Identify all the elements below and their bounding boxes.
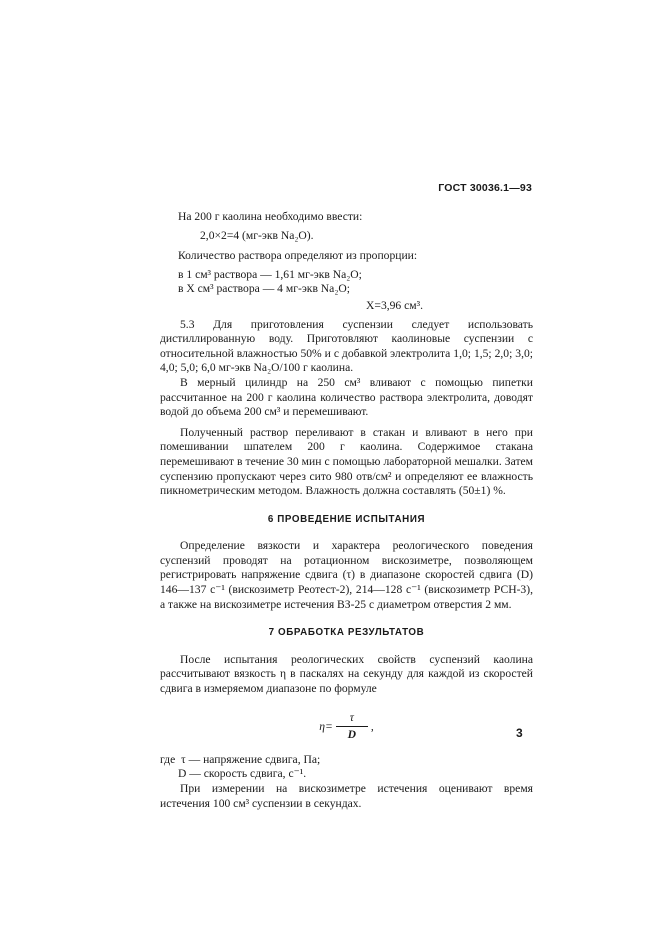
equation-2: X=3,96 см³. [366,298,423,312]
paragraph-cylinder: В мерный цилиндр на 250 см³ вливают с помощью пипетки рассчитанное на 200 г каолина количество раствора электролита, доводят водой до объема 200 см³ и перемешивают. [160,375,533,419]
formula-tail: , [370,719,374,733]
text-line: в 1 см³ раствора — 1,61 мг-экв Na₂O; [178,267,362,281]
formula-numerator: τ [336,711,368,728]
document-header: ГОСТ 30036.1—93 [438,182,532,194]
formula-fraction [336,711,368,743]
document-body [160,210,533,811]
text-line: На 200 г каолина необходимо ввести: [178,210,363,223]
text-line: в X см³ раствора — 4 мг-экв Na₂O; [178,282,350,296]
paragraph-last: При измерении на вискозиметре истечения оценивают время истечения 100 см³ суспензии в секундах. [160,782,533,810]
section-6-title: 6 ПРОВЕДЕНИЕ ИСПЫТАНИЯ [267,513,426,525]
text-line: Количество раствора определяют из пропорции: [178,249,418,263]
formula-denominator: D [347,728,357,742]
formula-lhs: η= [319,719,333,733]
def-tau: τ — напряжение сдвига, Па; [181,752,321,766]
paragraph-section-7: После испытания реологических свойств суспензий каолина рассчитывают вязкость η в паскалях на секунду для каждой из скоростей сдвига в измеряемом диапазоне по формуле [160,652,533,696]
section-7-title: 7 ОБРАБОТКА РЕЗУЛЬТАТОВ [268,627,425,639]
paragraph-5-3: 5.3 Для приготовления суспензии следует использовать дистиллированную воду. Приготовляют каолиновые суспензии с относительной влажностью 50% и с добавкой электролита 1,0; 1,5; 2,0; 3,0; 4,0; 5,0; 6,0 мг-экв Na₂O/100 г каолина. [160,317,533,375]
definitions [160,753,533,782]
page-number: 3 [516,726,523,740]
equation-1: 2,0×2=4 (мг-экв Na₂O). [200,228,314,242]
viscosity-formula [160,711,533,743]
where-label: где [160,752,176,766]
paragraph-section-6: Определение вязкости и характера реологического поведения суспензий проводят на ротационном вискозиметре, позволяющем регистрировать напряжение сдвига (τ) в диапазоне скоростей сдвига (D) 146—137 с⁻¹ (вискозиметр Реотест-2), 214—128 с⁻¹ (вискозиметр РСН-3), а также на вискозиметре истечения ВЗ-25 с диаметром отверстия 2 мм. [160,539,533,611]
paragraph-solution: Полученный раствор переливают в стакан и вливают в него при помешивании шпателем 200 г каолина. Содержимое стакана перемешивают в течение 30 мин с помощью лабораторной мешалки. Затем суспензию пропускают через сито 980 отв/см² и определяют ее влажность пикнометрическим методом. Влажность должна составлять (50±1) %. [160,425,533,498]
def-d: D — скорость сдвига, с⁻¹. [178,767,307,781]
